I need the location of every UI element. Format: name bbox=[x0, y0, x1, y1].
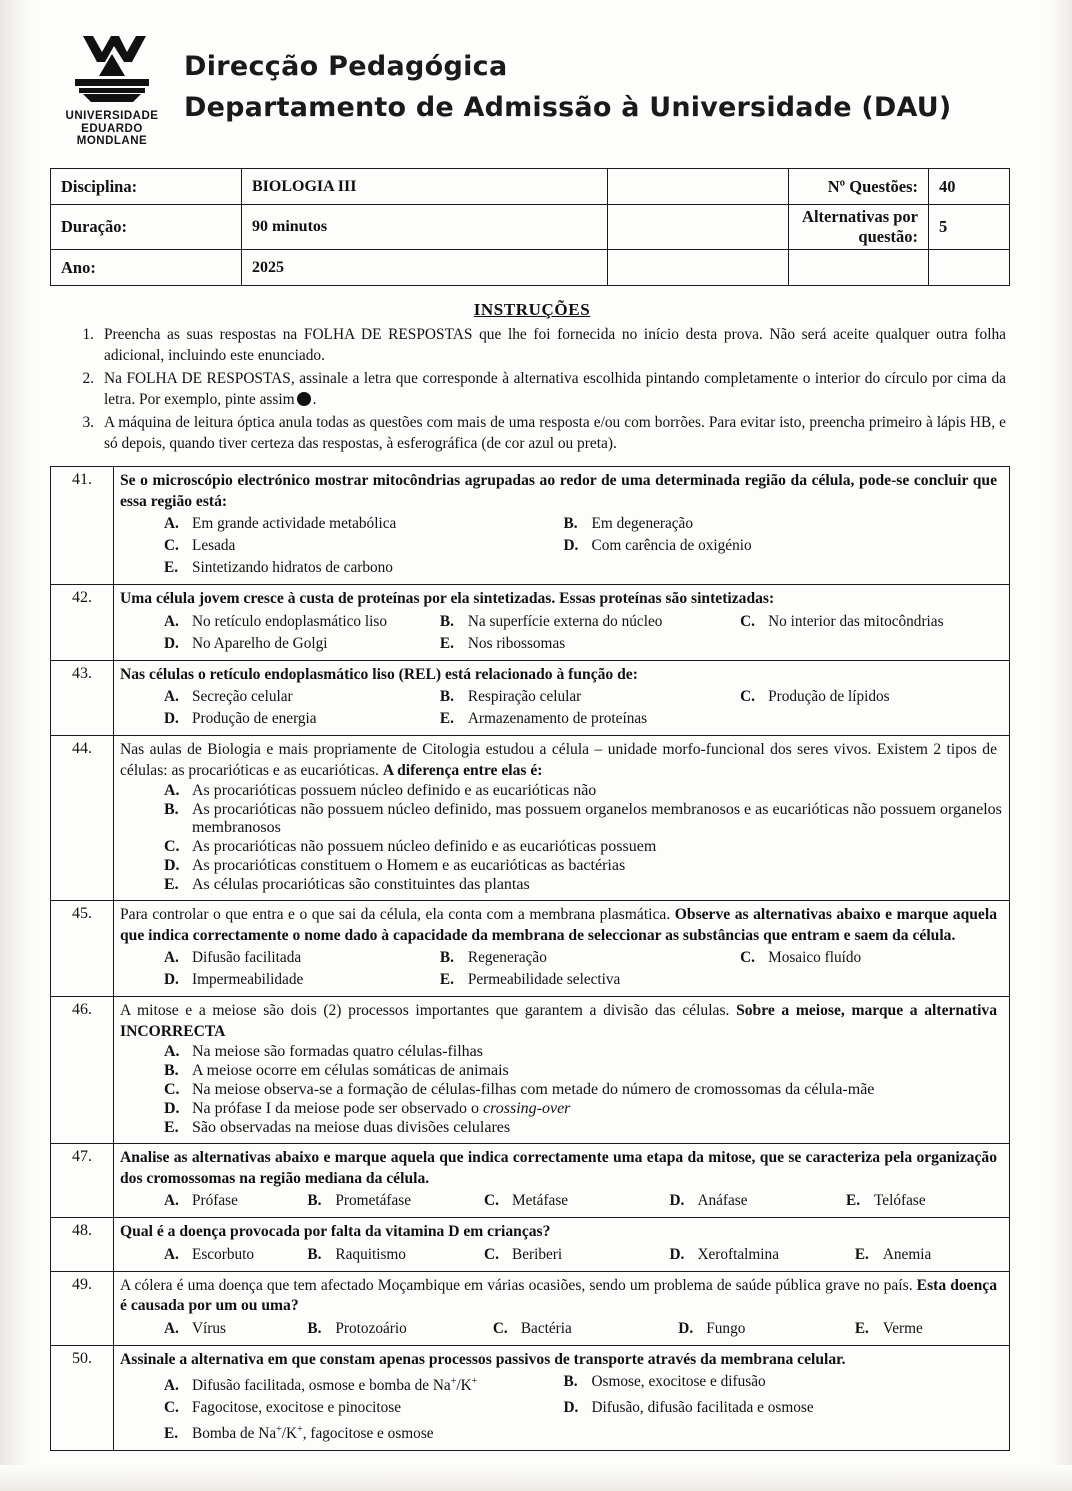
question-body-43 bbox=[114, 660, 1010, 736]
option-letter: B. bbox=[563, 515, 578, 532]
option-text: Verme bbox=[882, 1319, 923, 1337]
option-43-d[interactable] bbox=[120, 708, 438, 729]
scan-edge-right bbox=[1046, 0, 1072, 1491]
option-text: A meiose ocorre em células somáticas de animais bbox=[192, 1062, 509, 1079]
option-46-c[interactable] bbox=[120, 1081, 1003, 1099]
option-43-c[interactable] bbox=[738, 686, 1003, 707]
option-letter: E. bbox=[164, 1119, 179, 1136]
option-letter: E. bbox=[846, 1192, 861, 1209]
option-text: No Aparelho de Golgi bbox=[192, 634, 328, 652]
question-row-42 bbox=[51, 585, 1010, 661]
options-48 bbox=[120, 1244, 1003, 1265]
option-letter: A. bbox=[164, 949, 179, 966]
option-44-b[interactable] bbox=[120, 801, 1003, 837]
question-number-41: 41. bbox=[51, 467, 114, 585]
question-body-47 bbox=[114, 1144, 1010, 1218]
stem-plain: A cólera é uma doença que tem afectado Moçambique em várias ocasiões, sendo um problema de saúde pública grave no país. bbox=[120, 1276, 917, 1294]
option-row bbox=[120, 1371, 1003, 1396]
page-title: Direcção Pedagógica bbox=[184, 51, 508, 82]
question-row-44 bbox=[51, 736, 1010, 901]
stem-plain: Para controlar o que entra e o que sai da célula, ela conta com a membrana plasmática. bbox=[120, 906, 675, 923]
question-body-41 bbox=[114, 467, 1010, 585]
question-number-44: 44. bbox=[51, 736, 114, 901]
option-row bbox=[120, 1318, 1003, 1339]
option-row bbox=[120, 708, 1003, 729]
question-body-42 bbox=[114, 585, 1010, 661]
option-49-d[interactable] bbox=[676, 1318, 853, 1339]
option-47-a[interactable] bbox=[120, 1190, 305, 1211]
question-stem-48: Qual é a doença provocada por falta da vitamina D em crianças? bbox=[120, 1223, 551, 1240]
option-50-b[interactable] bbox=[562, 1371, 1004, 1396]
option-43-b[interactable] bbox=[438, 686, 738, 707]
option-letter: C. bbox=[484, 1192, 499, 1209]
option-text: Raquitismo bbox=[335, 1245, 406, 1263]
question-row-41 bbox=[51, 467, 1010, 585]
scan-edge-bottom bbox=[0, 1465, 1072, 1491]
stem-bold-tail: A diferença entre elas é: bbox=[382, 761, 543, 779]
option-46-b[interactable] bbox=[120, 1062, 1003, 1080]
option-44-e[interactable] bbox=[120, 876, 1003, 894]
option-text: Telófase bbox=[874, 1192, 926, 1209]
info-blank-5 bbox=[929, 250, 1010, 286]
option-45-c[interactable] bbox=[738, 947, 1003, 968]
option-letter: A. bbox=[164, 1245, 179, 1263]
option-letter: C. bbox=[484, 1245, 499, 1263]
option-row bbox=[120, 947, 1003, 968]
option-letter: B. bbox=[164, 801, 179, 818]
question-stem-49 bbox=[120, 1276, 1003, 1317]
option-row bbox=[120, 1397, 1003, 1418]
option-48-a[interactable] bbox=[120, 1244, 305, 1265]
question-number-50: 50. bbox=[51, 1345, 114, 1451]
option-letter: B. bbox=[439, 612, 454, 630]
options-42 bbox=[120, 611, 1003, 654]
question-stem-41: Se o microscópio electrónico mostrar mitocôndrias agrupadas ao redor de uma determinada região da célula, pode-se concluir que essa região está: bbox=[120, 472, 997, 510]
option-letter: B. bbox=[307, 1245, 322, 1263]
option-letter: D. bbox=[164, 857, 180, 874]
alternativas-label: Alternativas por questão: bbox=[789, 205, 929, 250]
instruction-item-3: A máquina de leitura óptica anula todas as questões com mais de uma resposta e/ou com borrões. Para evitar isto, preencha primeiro à lápis HB, e só depois, quando tiver certeza das respostas, à esferográfica (de cor azul ou preta). bbox=[104, 414, 1006, 452]
option-text: Vírus bbox=[192, 1319, 226, 1337]
option-42-a[interactable] bbox=[120, 611, 438, 632]
option-text: Na meiose observa-se a formação de células-filhas com metade do número de cromossomas da célula-mãe bbox=[192, 1081, 875, 1098]
info-blank-2 bbox=[608, 205, 789, 250]
option-text: Anemia bbox=[882, 1245, 932, 1263]
option-letter: C. bbox=[164, 1081, 180, 1098]
option-41-d[interactable] bbox=[562, 535, 1004, 556]
option-46-e[interactable] bbox=[120, 1119, 1003, 1137]
option-48-b[interactable] bbox=[305, 1244, 482, 1265]
option-45-b[interactable] bbox=[438, 947, 738, 968]
option-text: Prófase bbox=[192, 1192, 238, 1209]
option-text: As células procarióticas são constituintes das plantas bbox=[192, 876, 530, 893]
option-49-b[interactable] bbox=[305, 1318, 490, 1339]
options-46 bbox=[120, 1043, 1003, 1137]
option-letter: A. bbox=[164, 1377, 179, 1395]
question-stem-44 bbox=[120, 740, 1003, 781]
option-letter: D. bbox=[563, 537, 579, 554]
info-blank-1 bbox=[608, 169, 789, 205]
options-47 bbox=[120, 1190, 1003, 1211]
option-50-e[interactable] bbox=[120, 1419, 562, 1444]
options-50 bbox=[120, 1371, 1003, 1444]
option-text: Difusão facilitada bbox=[192, 949, 302, 966]
option-letter: C. bbox=[740, 688, 755, 705]
ano-value: 2025 bbox=[242, 250, 608, 286]
question-row-49 bbox=[51, 1271, 1010, 1345]
option-text: Sintetizando hidratos de carbono bbox=[192, 559, 393, 576]
filled-circle-icon bbox=[297, 392, 311, 406]
option-text: Difusão facilitada, osmose e bomba de Na+/K+ bbox=[192, 1376, 478, 1395]
option-48-d[interactable] bbox=[667, 1244, 852, 1265]
option-letter: E. bbox=[439, 710, 454, 727]
ano-label: Ano: bbox=[51, 250, 242, 286]
option-row bbox=[120, 969, 1003, 990]
option-text: Secreção celular bbox=[192, 688, 293, 705]
option-letter: D. bbox=[164, 634, 179, 652]
question-stem-42: Uma célula jovem cresce à custa de proteínas por ela sintetizadas. Essas proteínas são sintetizadas: bbox=[120, 590, 775, 607]
option-letter: A. bbox=[164, 1319, 179, 1337]
question-row-45 bbox=[51, 901, 1010, 997]
option-text: Xeroftalmina bbox=[697, 1245, 779, 1263]
um-crest-icon bbox=[69, 32, 155, 108]
option-letter: E. bbox=[164, 876, 179, 893]
option-letter: E. bbox=[439, 634, 454, 652]
option-letter: D. bbox=[164, 710, 179, 727]
question-body-49 bbox=[114, 1271, 1010, 1345]
disciplina-label: Disciplina: bbox=[51, 169, 242, 205]
option-row bbox=[120, 1244, 1003, 1265]
question-number-47: 47. bbox=[51, 1144, 114, 1218]
stem-plain: Nas aulas de Biologia e mais propriamente de Citologia estudou a célula – unidade morfo-funcional dos seres vivos. Existem 2 tipos de células: as procarióticas e as eucarióticas. bbox=[120, 741, 997, 779]
option-44-d[interactable] bbox=[120, 857, 1003, 875]
option-letter: E. bbox=[439, 971, 454, 988]
instruction-2-period: . bbox=[312, 390, 317, 408]
options-44 bbox=[120, 782, 1003, 894]
option-letter: A. bbox=[164, 1043, 180, 1060]
option-45-d[interactable] bbox=[120, 969, 438, 990]
instruction-item-2 bbox=[104, 369, 1016, 410]
option-text: Impermeabilidade bbox=[192, 971, 304, 988]
info-blank-4 bbox=[789, 250, 929, 286]
option-text: Fungo bbox=[706, 1319, 746, 1337]
option-letter: D. bbox=[563, 1399, 579, 1417]
option-50-c[interactable] bbox=[120, 1397, 562, 1418]
option-text: Escorbuto bbox=[192, 1245, 255, 1263]
option-letter: E. bbox=[164, 559, 179, 576]
option-letter: D. bbox=[669, 1245, 685, 1263]
option-letter: C. bbox=[164, 1399, 179, 1417]
option-letter: E. bbox=[854, 1245, 869, 1263]
stem-bold-tail: Esta doença é causada por um ou uma? bbox=[120, 1276, 997, 1314]
question-body-44 bbox=[114, 736, 1010, 901]
option-text: Na meiose são formadas quatro células-filhas bbox=[192, 1043, 484, 1060]
option-49-a[interactable] bbox=[120, 1318, 305, 1339]
info-row-disciplina bbox=[51, 169, 1010, 205]
option-47-d[interactable] bbox=[667, 1190, 844, 1211]
instruction-2-text: Na FOLHA DE RESPOSTAS, assinale a letra que corresponde à alternativa escolhida pintando completamente o interior do círculo por cima da letra. Por exemplo, pinte assim bbox=[104, 370, 1006, 408]
option-text: No interior das mitocôndrias bbox=[768, 612, 944, 630]
option-43-e[interactable] bbox=[438, 708, 738, 729]
option-text: Bactéria bbox=[520, 1319, 572, 1337]
option-letter: D. bbox=[669, 1192, 685, 1209]
question-number-45: 45. bbox=[51, 901, 114, 997]
option-45-e[interactable] bbox=[438, 969, 738, 990]
question-number-48: 48. bbox=[51, 1218, 114, 1272]
option-letter: D. bbox=[164, 971, 179, 988]
options-43 bbox=[120, 686, 1003, 729]
question-row-46 bbox=[51, 997, 1010, 1144]
option-letter: A. bbox=[164, 688, 179, 705]
option-text: As procarióticas constituem o Homem e as eucarióticas as bactérias bbox=[192, 857, 626, 874]
option-text: Em degeneração bbox=[591, 515, 693, 532]
option-49-e[interactable] bbox=[853, 1318, 1003, 1339]
question-number-49: 49. bbox=[51, 1271, 114, 1345]
option-text: Mosaico fluído bbox=[768, 949, 862, 966]
option-letter: B. bbox=[307, 1192, 322, 1209]
logo-line-3: MONDLANE bbox=[76, 135, 148, 147]
question-stem-47: Analise as alternativas abaixo e marque aquela que indica correctamente uma etapa da mitose, que se caracteriza pela organização dos cromossomas na região mediana da célula. bbox=[120, 1149, 997, 1187]
option-text: Prometáfase bbox=[335, 1192, 412, 1209]
option-row bbox=[120, 557, 1003, 578]
option-text: Osmose, exocitose e difusão bbox=[591, 1373, 766, 1390]
option-text: Na prófase I da meiose pode ser observado o crossing-over bbox=[192, 1100, 571, 1117]
duracao-value: 90 minutos bbox=[242, 205, 608, 250]
option-row bbox=[120, 611, 1003, 632]
option-text-italic: crossing-over bbox=[483, 1100, 571, 1117]
option-text: Regeneração bbox=[467, 949, 547, 966]
option-row bbox=[120, 1419, 1003, 1444]
question-row-43 bbox=[51, 660, 1010, 736]
option-letter: C. bbox=[740, 612, 755, 630]
option-letter: C. bbox=[164, 537, 179, 554]
option-text: Fagocitose, exocitose e pinocitose bbox=[192, 1399, 402, 1417]
info-blank-3 bbox=[608, 250, 789, 286]
option-letter: C. bbox=[740, 949, 755, 966]
options-45 bbox=[120, 947, 1003, 990]
option-48-c[interactable] bbox=[482, 1244, 667, 1265]
stem-plain: A mitose e a meiose são dois (2) processos importantes que garantem a divisão das células. bbox=[120, 1002, 737, 1019]
option-letter: A. bbox=[164, 1192, 179, 1209]
question-body-45 bbox=[114, 901, 1010, 997]
option-letter: E. bbox=[164, 1425, 179, 1443]
option-letter: B. bbox=[439, 688, 454, 705]
option-45-a[interactable] bbox=[120, 947, 438, 968]
option-letter: B. bbox=[563, 1373, 578, 1390]
option-41-a[interactable] bbox=[120, 513, 562, 534]
option-letter: B. bbox=[307, 1319, 322, 1337]
option-text: Bomba de Na+/K+, fagocitose e osmose bbox=[192, 1424, 434, 1443]
option-44-c[interactable] bbox=[120, 838, 1003, 856]
logo-line-1: UNIVERSIDADE bbox=[65, 110, 159, 122]
option-46-a[interactable] bbox=[120, 1043, 1003, 1061]
option-48-e[interactable] bbox=[853, 1244, 1003, 1265]
option-row bbox=[120, 535, 1003, 556]
option-41-b[interactable] bbox=[562, 513, 1004, 534]
option-46-d[interactable] bbox=[120, 1100, 1003, 1118]
question-body-46 bbox=[114, 997, 1010, 1144]
instructions-list bbox=[48, 325, 1016, 454]
option-49-c[interactable] bbox=[491, 1318, 676, 1339]
question-number-43: 43. bbox=[51, 660, 114, 736]
option-50-d[interactable] bbox=[562, 1397, 1004, 1418]
option-text: Com carência de oxigénio bbox=[591, 537, 752, 554]
option-text: Beriberi bbox=[512, 1245, 563, 1263]
stem-bold-tail: Observe as alternativas abaixo e marque aquela que indica correctamente o nome dado à capacidade da membrana de seleccionar as substâncias que entram e saem da célula. bbox=[120, 906, 997, 944]
option-text: As procarióticas possuem núcleo definido e as eucarióticas não bbox=[192, 782, 597, 799]
option-text: As procarióticas não possuem núcleo definido e as eucarióticas possuem bbox=[192, 838, 657, 855]
alternativas-value: 5 bbox=[929, 205, 1010, 250]
option-text: Metáfase bbox=[512, 1192, 569, 1209]
option-text: Respiração celular bbox=[467, 688, 582, 705]
option-text: Permeabilidade selectiva bbox=[467, 971, 621, 988]
logo-line-2: EDUARDO bbox=[81, 122, 143, 135]
option-text: Nos ribossomas bbox=[467, 634, 566, 652]
option-47-c[interactable] bbox=[482, 1190, 667, 1211]
question-stem-45 bbox=[120, 905, 1003, 946]
document-header bbox=[48, 22, 1016, 162]
option-row bbox=[120, 1190, 1003, 1211]
option-letter: A. bbox=[164, 515, 179, 532]
option-text: Armazenamento de proteínas bbox=[467, 710, 648, 727]
option-letter: C. bbox=[492, 1319, 508, 1337]
option-50-a[interactable] bbox=[120, 1371, 562, 1396]
option-text: Produção de energia bbox=[192, 710, 317, 727]
option-letter: A. bbox=[164, 782, 180, 799]
option-letter: D. bbox=[164, 1100, 180, 1117]
option-text: São observadas na meiose duas divisões celulares bbox=[192, 1119, 511, 1136]
option-row bbox=[120, 633, 1003, 654]
option-text: Na superfície externa do núcleo bbox=[467, 612, 663, 630]
option-42-b[interactable] bbox=[438, 611, 738, 632]
option-text: Difusão, difusão facilitada e osmose bbox=[591, 1399, 814, 1417]
option-letter: A. bbox=[164, 612, 179, 630]
question-stem-50: Assinale a alternativa em que constam apenas processos passivos de transporte através da membrana celular. bbox=[120, 1350, 846, 1368]
option-42-c[interactable] bbox=[738, 611, 1003, 632]
question-row-48 bbox=[51, 1218, 1010, 1272]
option-text: As procarióticas não possuem núcleo definido, mas possuem organelos membranosos e as eucarióticas não possuem organelos membranosos bbox=[192, 801, 1002, 836]
option-text: Produção de lípidos bbox=[768, 688, 890, 705]
option-letter: C. bbox=[164, 838, 180, 855]
instruction-item-1: Preencha as suas respostas na FOLHA DE RESPOSTAS que lhe foi fornecida no início desta prova. Não será aceite qualquer outra folha adicional, incluindo este enunciado. bbox=[104, 326, 1006, 364]
option-letter: E. bbox=[854, 1319, 869, 1337]
option-text: Anáfase bbox=[697, 1192, 748, 1209]
question-number-42: 42. bbox=[51, 585, 114, 661]
option-row bbox=[120, 513, 1003, 534]
option-47-e[interactable] bbox=[844, 1190, 1003, 1211]
duracao-label: Duração: bbox=[51, 205, 242, 250]
info-row-duracao bbox=[51, 205, 1010, 250]
option-text: No retículo endoplasmático liso bbox=[192, 612, 387, 630]
option-42-e[interactable] bbox=[438, 633, 738, 654]
option-43-a[interactable] bbox=[120, 686, 438, 707]
options-41 bbox=[120, 513, 1003, 578]
questions-table bbox=[50, 466, 1010, 1451]
question-body-50 bbox=[114, 1345, 1010, 1451]
option-47-b[interactable] bbox=[305, 1190, 482, 1211]
option-letter: D. bbox=[678, 1319, 694, 1337]
options-49 bbox=[120, 1318, 1003, 1339]
option-44-a[interactable] bbox=[120, 782, 1003, 800]
option-letter: B. bbox=[164, 1062, 179, 1079]
info-row-ano bbox=[51, 250, 1010, 286]
option-41-e[interactable] bbox=[120, 557, 562, 578]
option-row bbox=[120, 686, 1003, 707]
questoes-value: 40 bbox=[929, 169, 1010, 205]
question-stem-43: Nas células o retículo endoplasmático liso (REL) está relacionado à função de: bbox=[120, 665, 638, 683]
university-logo bbox=[56, 22, 168, 148]
option-text: Em grande actividade metabólica bbox=[192, 515, 397, 532]
question-stem-46 bbox=[120, 1001, 1003, 1042]
page-subtitle: Departamento de Admissão à Universidade (DAU) bbox=[184, 92, 952, 123]
option-letter: B. bbox=[439, 949, 454, 966]
exam-info-table bbox=[50, 168, 1010, 286]
option-text: Lesada bbox=[192, 537, 236, 554]
scan-edge-left bbox=[0, 0, 34, 1491]
option-text: Protozoário bbox=[335, 1319, 407, 1337]
question-body-48 bbox=[114, 1218, 1010, 1272]
instructions-title: INSTRUÇÕES bbox=[473, 300, 591, 319]
option-41-c[interactable] bbox=[120, 535, 562, 556]
question-number-46: 46. bbox=[51, 997, 114, 1144]
stem-bold-tail: Sobre a meiose, marque a alternativa INCORRECTA bbox=[120, 1002, 997, 1040]
option-42-d[interactable] bbox=[120, 633, 438, 654]
questoes-label: Nº Questões: bbox=[789, 169, 929, 205]
question-row-50 bbox=[51, 1345, 1010, 1451]
disciplina-value: BIOLOGIA III bbox=[242, 169, 608, 205]
question-row-47 bbox=[51, 1144, 1010, 1218]
